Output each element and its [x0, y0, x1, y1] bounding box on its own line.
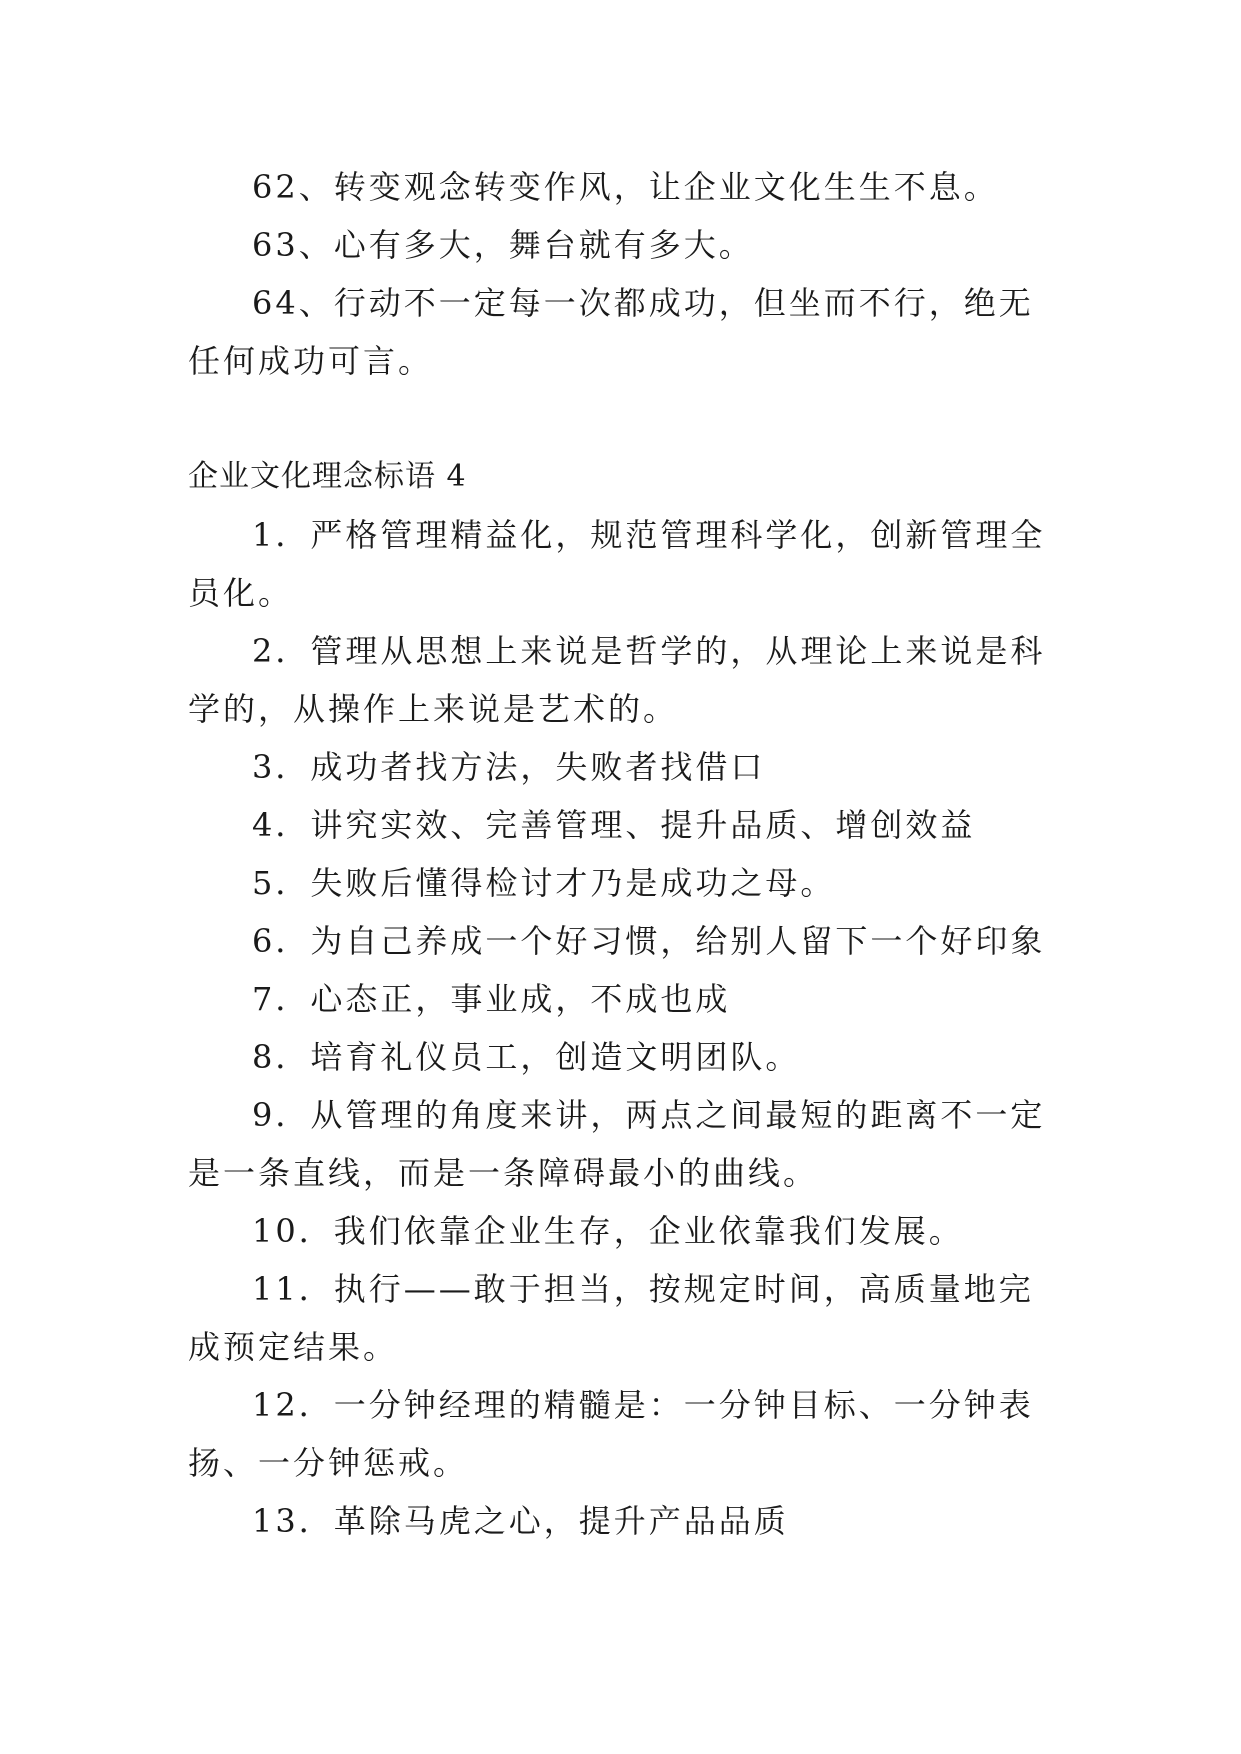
slogan-12: 12．一分钟经理的精髓是：一分钟目标、一分钟表扬、一分钟惩戒。	[188, 1386, 1034, 1482]
slogan-3: 3．成功者找方法，失败者找借口	[252, 748, 766, 786]
slogan-64: 64、行动不一定每一次都成功，但坐而不行，绝无任何成功可言。	[188, 284, 1034, 380]
slogan-11: 11．执行——敢于担当，按规定时间，高质量地完成预定结果。	[188, 1270, 1034, 1366]
slogan-4: 4．讲究实效、完善管理、提升品质、增创效益	[252, 806, 976, 844]
slogan-13: 13．革除马虎之心，提升产品品质	[252, 1502, 789, 1540]
slogan-9: 9．从管理的角度来讲，两点之间最短的距离不一定是一条直线，而是一条障碍最小的曲线。	[188, 1096, 1046, 1192]
slogan-7: 7．心态正，事业成，不成也成	[252, 980, 731, 1018]
slogan-62: 62、转变观念转变作风，让企业文化生生不息。	[252, 168, 999, 206]
slogan-8: 8．培育礼仪员工，创造文明团队。	[252, 1038, 801, 1076]
slogan-63: 63、心有多大，舞台就有多大。	[252, 226, 754, 264]
slogan-1: 1．严格管理精益化，规范管理科学化，创新管理全员化。	[188, 516, 1046, 612]
slogan-6: 6．为自己养成一个好习惯，给别人留下一个好印象	[252, 922, 1046, 960]
slogan-10: 10．我们依靠企业生存，企业依靠我们发展。	[252, 1212, 964, 1250]
document-body	[188, 158, 1048, 1550]
slogan-5: 5．失败后懂得检讨才乃是成功之母。	[252, 864, 836, 902]
slogan-2: 2．管理从思想上来说是哲学的，从理论上来说是科学的，从操作上来说是艺术的。	[188, 632, 1046, 728]
section-spacer	[188, 390, 1048, 448]
section-title: 企业文化理念标语 4	[188, 459, 467, 494]
